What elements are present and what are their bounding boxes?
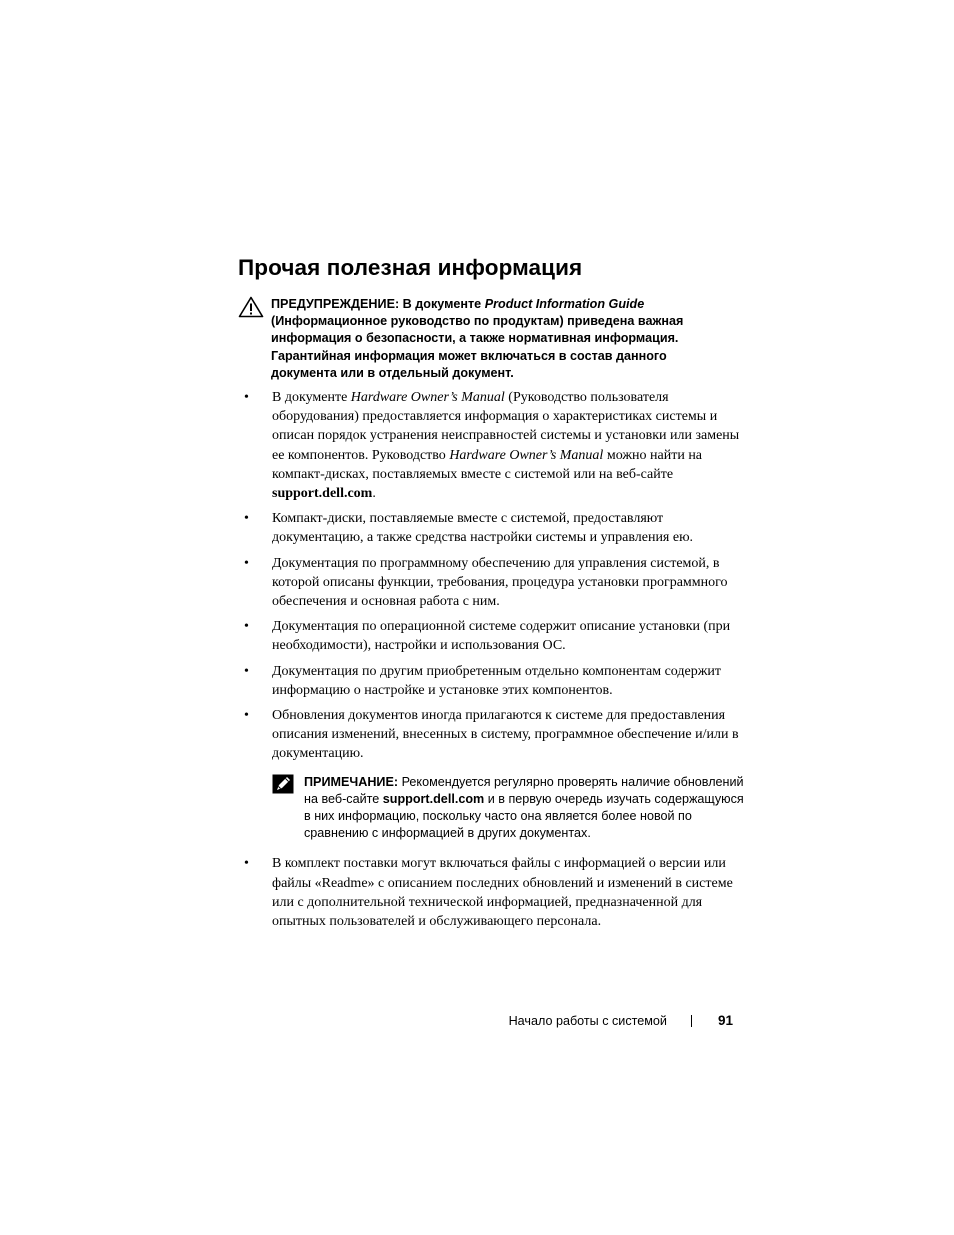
page-footer bbox=[509, 1013, 733, 1028]
footer-divider bbox=[691, 1015, 692, 1027]
documentation-list bbox=[244, 388, 744, 937]
product-guide-title: Product Information Guide bbox=[484, 297, 645, 311]
warning-text-before: В документе bbox=[399, 297, 485, 311]
list-item bbox=[244, 662, 744, 700]
page-number: 91 bbox=[717, 1013, 733, 1028]
list-item bbox=[244, 854, 744, 931]
note-text-after: и в первую очередь изучать содержащуюся в них информацию, поскольку часто она является более новой по сравнению с информацией в других документах. bbox=[304, 791, 744, 841]
list-item-text: Компакт-диски, поставляемые вместе с системой, предоставляют документацию, а также средства настройки системы и управления ею. bbox=[272, 511, 694, 546]
page-title: Прочая полезная информация bbox=[238, 255, 583, 280]
list-item bbox=[244, 509, 744, 547]
list-item-text: В комплект поставки могут включаться файлы с информацией о версии или файлы «Readme» с описанием последних обновлений и изменений в системе или с дополнительной технической информацией, предназначенной для опытных пользователей и обслуживающего персонала. bbox=[272, 856, 733, 930]
bullet: • bbox=[244, 511, 249, 527]
support-site-link[interactable]: support.dell.com bbox=[382, 791, 485, 806]
text-segment: . bbox=[372, 486, 376, 502]
list-item bbox=[244, 388, 744, 503]
bullet: • bbox=[244, 619, 249, 635]
text-segment: (Руководство пользователя оборудования) предоставляется информация о характеристиках системы и описан порядок устранения неисправностей системы и установки или замены ее компонентов. Руководство bbox=[272, 390, 740, 463]
bullet: • bbox=[244, 390, 249, 405]
support-site-link[interactable]: support.dell.com bbox=[272, 486, 373, 502]
note-pencil-icon bbox=[272, 774, 294, 794]
text-segment: можно найти на компакт-дисках, поставляемых вместе с системой или на веб-сайте bbox=[272, 447, 703, 482]
footer-section-title: Начало работы с системой bbox=[508, 1013, 667, 1028]
manual-title: Hardware Owner’s Manual bbox=[449, 447, 604, 463]
note-block bbox=[272, 774, 744, 843]
list-item-text: Документация по операционной системе содержит описание установки (при необходимости), настройки и использования ОС. bbox=[272, 619, 731, 654]
list-item bbox=[244, 554, 744, 612]
warning-label: ПРЕДУПРЕЖДЕНИЕ: bbox=[271, 297, 400, 311]
list-item bbox=[244, 706, 744, 764]
bullet: • bbox=[244, 856, 249, 872]
bullet: • bbox=[244, 708, 249, 724]
text-segment: В документе bbox=[272, 390, 351, 405]
list-item-text bbox=[272, 388, 744, 503]
note-text bbox=[304, 774, 744, 843]
list-item-text: Документация по другим приобретенным отдельно компонентам содержит информацию о настройке и установке этих компонентов. bbox=[272, 663, 722, 698]
list-item bbox=[244, 617, 744, 655]
manual-title: Hardware Owner’s Manual bbox=[350, 390, 505, 405]
list-item-text: Документация по программному обеспечению для управления системой, в которой описаны функции, требования, процедура установки программного обеспечения и основная работа с ним. bbox=[272, 555, 728, 610]
list-item-text: Обновления документов иногда прилагаются к системе для предоставления описания изменений, внесенных в систему, программное обеспечение и/или в документацию. bbox=[272, 708, 739, 762]
warning-text bbox=[271, 296, 736, 382]
warning-triangle-icon bbox=[238, 296, 264, 318]
note-label: ПРИМЕЧАНИЕ: bbox=[304, 774, 399, 789]
note-text-before: Рекомендуется регулярно проверять наличие обновлений на веб-сайте bbox=[304, 774, 744, 806]
bullet: • bbox=[244, 663, 249, 679]
warning-text-after: (Информационное руководство по продуктам) приведена важная информация о безопасности, а также нормативная информация. Гарантийная информация может включаться в состав данного документа или в отдельный документ. bbox=[271, 314, 684, 380]
bullet: • bbox=[244, 555, 249, 571]
